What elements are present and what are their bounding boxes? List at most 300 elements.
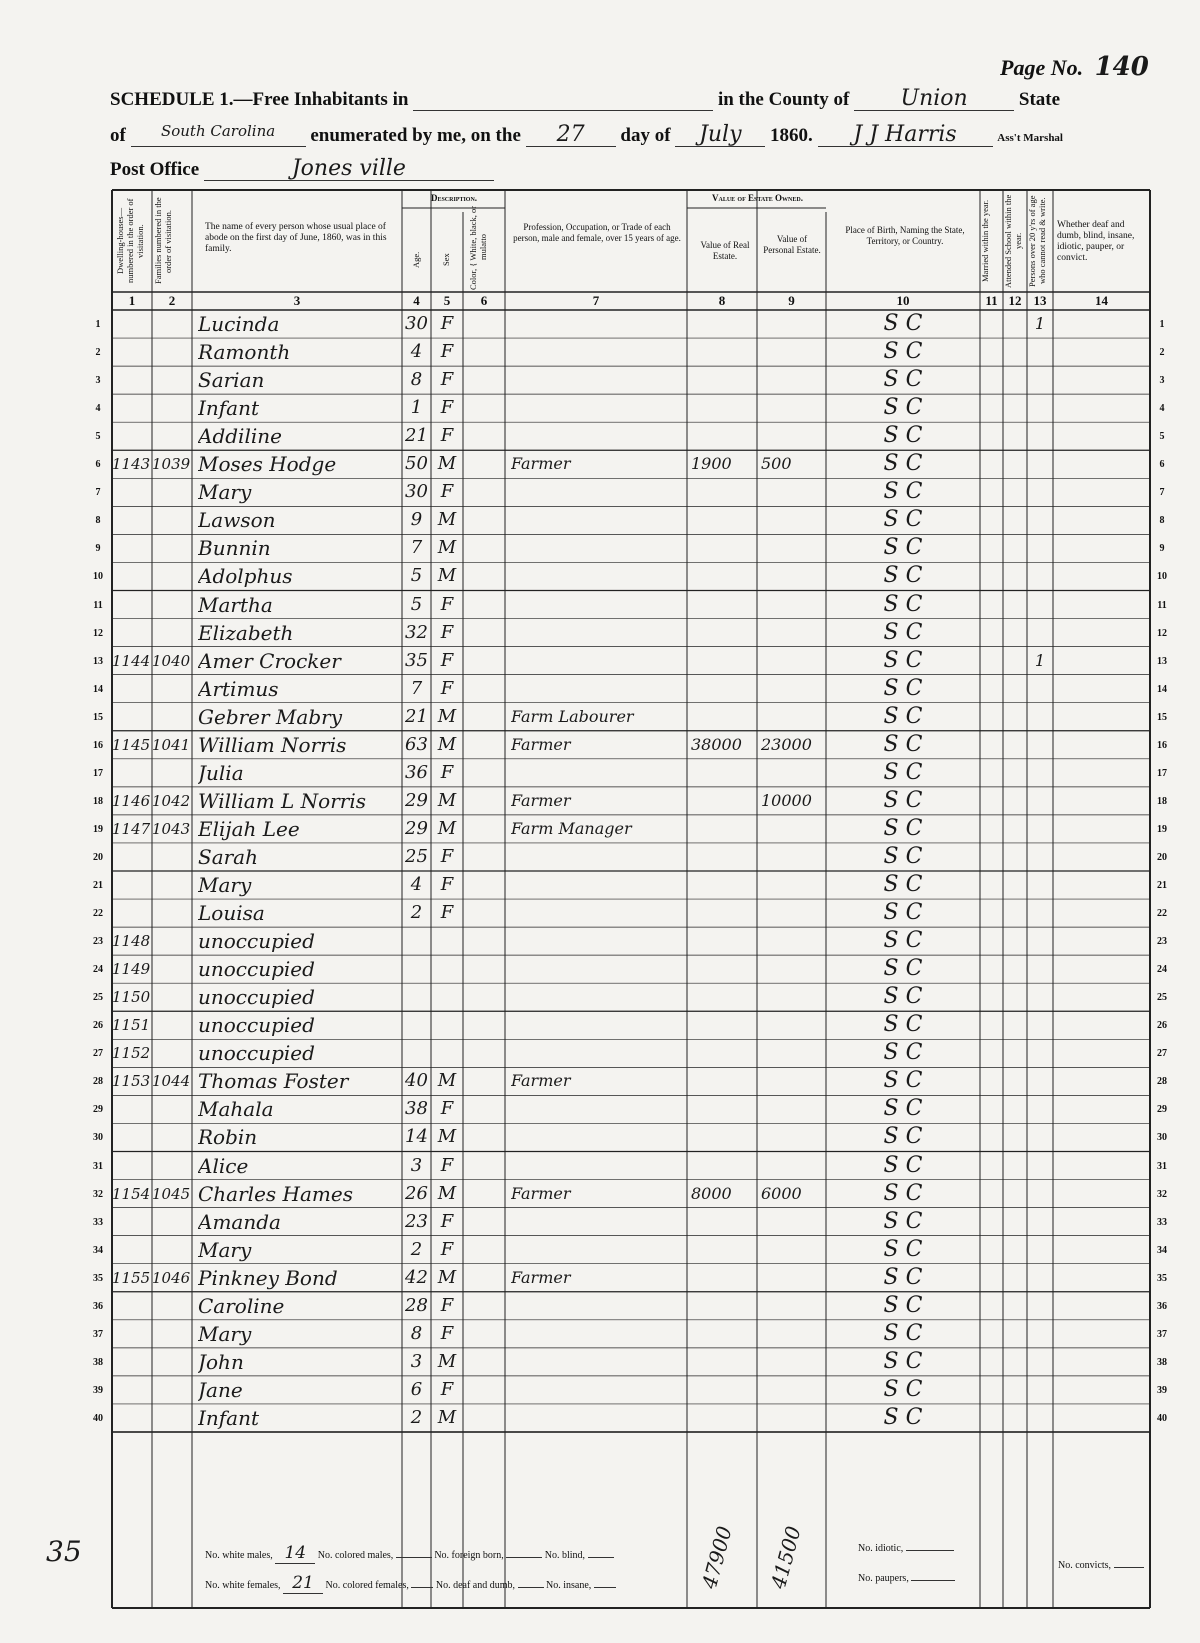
row-number-right: 36 (1157, 1300, 1167, 1312)
real-estate-value: 38000 (691, 734, 742, 754)
person-name: Charles Hames (198, 1181, 353, 1206)
sex: M (437, 1266, 457, 1288)
schedule-title: SCHEDULE 1.—Free Inhabitants in (110, 89, 409, 110)
col1-header: Dwelling-houses—numbered in the order of visitation. (115, 198, 145, 284)
summary-convicts (1058, 1560, 1144, 1571)
post-office-value: Jones ville (204, 156, 494, 181)
place-of-birth: S C (883, 956, 923, 982)
place-of-birth: S C (883, 535, 923, 561)
age: 50 (405, 453, 428, 475)
occupation: Farmer (511, 1071, 571, 1091)
dwelling-number: 1143 (112, 455, 151, 474)
age: 5 (410, 593, 423, 615)
summary-left-bottom (205, 1573, 616, 1594)
place-of-birth: S C (883, 591, 923, 617)
state-label: State (1018, 89, 1061, 110)
sex: F (440, 1378, 454, 1400)
sex: F (440, 1210, 454, 1232)
row-number-right: 3 (1159, 375, 1165, 387)
sex: F (440, 677, 454, 699)
person-name: Alice (198, 1153, 249, 1178)
place-of-birth: S C (883, 479, 923, 505)
row-number-left: 31 (93, 1160, 103, 1172)
enumerated-label: enumerated by me, on the (310, 125, 521, 146)
row-number-left: 5 (95, 431, 101, 443)
age: 32 (405, 621, 428, 643)
county-label: in the County of (717, 89, 850, 110)
row-number-right: 22 (1157, 908, 1167, 920)
person-name: Pinkney Bond (198, 1265, 338, 1290)
row-number-right: 26 (1157, 1020, 1167, 1032)
person-name: Mary (198, 480, 252, 505)
place-of-birth: S C (883, 507, 923, 533)
col6-header: Color, { White, black, or mulatto (468, 205, 488, 290)
row-number-left: 25 (93, 992, 103, 1004)
family-number: 1043 (152, 819, 191, 838)
sex: F (440, 397, 454, 419)
white-females-label: No. white females, (205, 1580, 281, 1591)
col9-header: Value of Personal Estate. (763, 234, 821, 255)
margin-note: 35 (46, 1535, 82, 1568)
row-number-left: 9 (95, 543, 101, 555)
row-number-right: 20 (1157, 851, 1167, 863)
row-number-right: 9 (1159, 543, 1165, 555)
real-estate-total: 47900 (697, 1523, 737, 1592)
place-of-birth: S C (883, 731, 923, 757)
sex: M (437, 565, 457, 587)
place-of-birth: S C (883, 647, 923, 673)
place-of-birth: S C (883, 843, 923, 869)
county-value: Union (854, 86, 1014, 111)
row-number-right: 37 (1157, 1328, 1167, 1340)
family-number: 1040 (152, 651, 191, 670)
col13-header: Persons over 20 y'rs of age who cannot read & write. (1027, 195, 1047, 287)
person-name: Caroline (198, 1293, 285, 1318)
dwelling-number: 1149 (112, 960, 151, 979)
person-name: Robin (198, 1125, 258, 1150)
col8-header: Value of Real Estate. (700, 240, 750, 261)
person-name: Amanda (198, 1209, 281, 1234)
post-office-label: Post Office (110, 159, 200, 180)
person-name: Lawson (198, 508, 276, 533)
row-number-right: 8 (1159, 515, 1165, 527)
age: 1 (410, 397, 423, 419)
place-of-birth: S C (883, 451, 923, 477)
sex: F (440, 1154, 454, 1176)
age: 8 (410, 369, 423, 391)
cannot-read-write-mark: 1 (1034, 650, 1046, 670)
family-number: 1042 (152, 791, 191, 810)
of-label: of (110, 125, 126, 146)
sex: F (440, 621, 454, 643)
dwelling-number: 1153 (112, 1072, 151, 1091)
row-number-left: 10 (93, 571, 103, 583)
dwelling-number: 1144 (112, 651, 151, 670)
page-label: Page No. (1000, 55, 1084, 80)
col12-header: Attended School within the year. (1003, 194, 1023, 288)
row-number-left: 33 (93, 1216, 103, 1228)
colored-females-label: No. colored females, (325, 1580, 409, 1591)
row-number-left: 15 (93, 711, 103, 723)
row-number-left: 34 (93, 1244, 103, 1256)
row-number-right: 25 (1157, 992, 1167, 1004)
occupation: Farmer (511, 454, 571, 474)
person-name: Mary (198, 1321, 252, 1346)
row-number-right: 33 (1157, 1216, 1167, 1228)
sex: F (440, 761, 454, 783)
place-of-birth: S C (883, 759, 923, 785)
sex: F (440, 481, 454, 503)
dwelling-number: 1151 (112, 1016, 151, 1035)
sex: F (440, 425, 454, 447)
row-number-left: 27 (93, 1048, 103, 1060)
row-number-left: 35 (93, 1272, 103, 1284)
row-number-left: 4 (95, 403, 101, 415)
state-value: South Carolina (131, 122, 306, 147)
column-number: 6 (480, 293, 488, 308)
age: 30 (405, 313, 428, 334)
column-number: 11 (985, 293, 998, 308)
idiotic-label: No. idiotic, (858, 1543, 904, 1554)
column-number: 1 (128, 293, 136, 308)
age: 21 (405, 705, 428, 727)
white-females-value: 21 (283, 1573, 323, 1594)
row-number-right: 6 (1159, 459, 1165, 471)
column-number: 9 (788, 293, 795, 308)
row-number-right: 10 (1157, 571, 1167, 583)
person-name: Infant (198, 396, 260, 421)
column-number: 10 (896, 293, 910, 308)
age: 21 (405, 425, 428, 447)
age: 2 (410, 902, 423, 924)
column-number: 2 (168, 293, 176, 308)
summary-paupers (858, 1573, 955, 1584)
person-name: Infant (198, 1405, 260, 1430)
age: 14 (405, 1126, 428, 1148)
person-name: William Norris (198, 732, 347, 757)
dwelling-number: 1147 (112, 819, 151, 838)
person-name: Thomas Foster (198, 1069, 349, 1094)
age: 3 (410, 1350, 423, 1372)
row-number-right: 28 (1157, 1076, 1167, 1088)
summary-left-top (205, 1543, 614, 1564)
column-number: 14 (1095, 293, 1108, 308)
person-name: John (198, 1349, 244, 1374)
place-of-birth: S C (883, 1376, 923, 1402)
row-number-left: 38 (93, 1356, 103, 1368)
place-of-birth: S C (883, 872, 923, 897)
occupation: Farmer (511, 1183, 571, 1203)
place-of-birth: S C (883, 928, 923, 954)
column-number: 4 (413, 293, 420, 308)
age: 8 (410, 1322, 423, 1344)
blind-label: No. blind, (544, 1550, 586, 1561)
row-number-left: 14 (93, 683, 103, 695)
row-number-right: 27 (1157, 1048, 1167, 1060)
person-name: Mary (198, 873, 252, 897)
personal-estate-value: 10000 (761, 790, 812, 810)
row-number-right: 21 (1157, 880, 1167, 891)
place-of-birth: S C (883, 1208, 923, 1234)
row-number-right: 15 (1157, 711, 1167, 723)
row-number-right: 19 (1157, 823, 1167, 835)
row-number-left: 17 (93, 767, 103, 779)
row-number-left: 24 (93, 964, 103, 976)
cannot-read-write-mark: 1 (1034, 314, 1046, 333)
row-number-left: 29 (93, 1104, 103, 1116)
person-name: Mahala (198, 1097, 274, 1122)
day-value: 27 (526, 122, 616, 147)
place-of-birth: S C (883, 787, 923, 813)
person-name: Amer Crocker (198, 648, 341, 673)
row-number-right: 5 (1159, 431, 1165, 443)
place-of-birth: S C (883, 1096, 923, 1122)
row-number-right: 23 (1157, 936, 1167, 948)
place-of-birth: S C (883, 1180, 923, 1206)
row-number-right: 17 (1157, 767, 1167, 779)
sex: F (440, 313, 454, 334)
row-number-left: 6 (95, 459, 101, 471)
personal-estate-value: 500 (761, 454, 792, 474)
white-males-value: 14 (275, 1543, 315, 1564)
estate-header: Value of Estate Owned. (712, 193, 803, 203)
dwelling-number: 1148 (112, 932, 151, 951)
row-number-left: 7 (95, 487, 101, 499)
occupation: Farm Manager (511, 818, 632, 838)
sex: M (437, 509, 457, 531)
age: 28 (405, 1294, 428, 1316)
occupation: Farmer (511, 790, 571, 810)
row-number-left: 39 (93, 1384, 103, 1396)
paupers-label: No. paupers, (858, 1573, 909, 1584)
col5-header: Sex (441, 253, 451, 267)
column-number: 12 (1008, 293, 1022, 308)
place-of-birth: S C (883, 563, 923, 589)
sex: M (437, 789, 457, 811)
sex: M (437, 1350, 457, 1372)
occupation: Farmer (511, 734, 571, 754)
row-number-left: 37 (93, 1328, 103, 1340)
dwelling-number: 1152 (112, 1044, 151, 1063)
age: 36 (405, 761, 428, 783)
row-number-right: 14 (1157, 683, 1167, 695)
age: 9 (410, 509, 423, 531)
col14-header: Whether deaf and dumb, blind, insane, idiotic, pauper, or convict. (1057, 220, 1135, 263)
real-estate-value: 1900 (691, 454, 732, 474)
row-number-left: 22 (93, 908, 103, 920)
person-name: unoccupied (198, 957, 315, 982)
row-number-right: 24 (1157, 964, 1167, 976)
person-name: unoccupied (198, 1013, 315, 1038)
age: 63 (405, 733, 428, 755)
age: 42 (405, 1266, 428, 1288)
age: 7 (410, 677, 423, 699)
person-name: Jane (198, 1377, 243, 1402)
row-number-left: 19 (93, 823, 103, 835)
row-number-right: 34 (1157, 1244, 1167, 1256)
sex: F (440, 1098, 454, 1120)
age: 4 (410, 874, 423, 895)
person-name: Elizabeth (198, 620, 294, 645)
row-number-left: 28 (93, 1076, 103, 1088)
row-number-right: 31 (1157, 1160, 1167, 1172)
sex: M (437, 537, 457, 559)
row-number-right: 7 (1159, 487, 1165, 499)
row-number-left: 16 (93, 739, 103, 751)
person-name: Adolphus (198, 564, 293, 589)
person-name: unoccupied (198, 1041, 315, 1066)
col7-header: Profession, Occupation, or Trade of each person, male and female, over 15 years of age. (513, 222, 681, 243)
row-number-right: 11 (1157, 599, 1167, 611)
description-header: Description. (430, 193, 478, 203)
sex: M (437, 1182, 457, 1204)
row-number-left: 23 (93, 936, 103, 948)
place-of-birth: S C (883, 1012, 923, 1038)
sex: M (437, 1070, 457, 1092)
sex: M (437, 453, 457, 475)
colored-males-label: No. colored males, (317, 1550, 394, 1561)
age: 40 (405, 1070, 428, 1092)
row-number-right: 30 (1157, 1132, 1167, 1144)
foreign-born-label: No. foreign born, (434, 1550, 504, 1561)
family-number: 1041 (152, 735, 191, 754)
place-of-birth: S C (883, 815, 923, 841)
row-number-left: 13 (93, 655, 103, 667)
row-number-left: 36 (93, 1300, 103, 1312)
row-number-left: 20 (93, 851, 103, 863)
age: 35 (405, 649, 428, 671)
place-of-birth: S C (883, 984, 923, 1010)
person-name: Sarian (198, 368, 265, 393)
place-of-birth: S C (883, 311, 923, 336)
row-number-right: 1 (1159, 319, 1165, 330)
occupation: Farm Labourer (511, 706, 634, 726)
personal-estate-value: 23000 (761, 734, 812, 754)
row-number-right: 2 (1159, 347, 1165, 359)
age: 25 (405, 845, 428, 867)
dwelling-number: 1150 (112, 988, 151, 1007)
family-number: 1046 (152, 1268, 191, 1287)
col4-header: Age. (411, 251, 421, 269)
row-number-left: 32 (93, 1188, 103, 1200)
row-number-left: 21 (93, 880, 103, 891)
sex: F (440, 649, 454, 671)
dwelling-number: 1145 (112, 735, 151, 754)
row-number-left: 30 (93, 1132, 103, 1144)
place-of-birth: S C (883, 395, 923, 421)
place-of-birth: S C (883, 367, 923, 393)
sex: F (440, 902, 454, 924)
row-number-right: 38 (1157, 1356, 1167, 1368)
person-name: Addiline (198, 424, 282, 449)
white-males-label: No. white males, (205, 1550, 273, 1561)
place-of-birth: S C (883, 1152, 923, 1178)
sex: F (440, 845, 454, 867)
sex: M (437, 817, 457, 839)
person-name: Mary (198, 1237, 252, 1262)
row-number-right: 39 (1157, 1384, 1167, 1396)
column-number: 13 (1033, 293, 1047, 308)
row-number-left: 40 (93, 1412, 103, 1424)
row-number-left: 18 (93, 795, 103, 807)
age: 30 (405, 481, 428, 503)
sex: F (440, 593, 454, 615)
sex: F (440, 369, 454, 391)
person-name: Artimus (198, 676, 279, 701)
row-number-left: 2 (95, 347, 101, 359)
age: 4 (410, 341, 423, 363)
row-number-left: 1 (95, 319, 101, 330)
row-number-left: 26 (93, 1020, 103, 1032)
convicts-label: No. convicts, (1058, 1560, 1112, 1571)
person-name: William L Norris (198, 788, 366, 813)
marshal-value: J J Harris (818, 122, 993, 147)
place-of-birth: S C (883, 1040, 923, 1066)
person-name: Martha (198, 592, 273, 617)
row-number-right: 18 (1157, 795, 1167, 807)
dwelling-number: 1155 (112, 1268, 151, 1287)
place-of-birth: S C (883, 1348, 923, 1374)
person-name: Elijah Lee (198, 816, 300, 841)
place-of-birth: S C (883, 1124, 923, 1150)
col11-header: Married within the year. (980, 199, 990, 283)
person-name: Gebrer Mabry (198, 704, 342, 729)
age: 6 (410, 1378, 423, 1400)
row-number-left: 3 (95, 375, 101, 387)
year-value: 1860. (770, 125, 813, 146)
col3-header: The name of every person whose usual place of abode on the first day of June, 1860, was in this family. (205, 222, 387, 254)
deaf-dumb-label: No. deaf and dumb, (435, 1580, 516, 1591)
place-of-birth: S C (883, 339, 923, 365)
dwelling-number: 1146 (112, 791, 151, 810)
place-of-birth: S C (883, 703, 923, 729)
family-number: 1039 (152, 455, 191, 474)
row-number-right: 29 (1157, 1104, 1167, 1116)
sex: F (440, 341, 454, 363)
row-number-left: 8 (95, 515, 101, 527)
place-of-birth: S C (883, 1068, 923, 1094)
age: 7 (410, 537, 423, 559)
column-number: 3 (293, 293, 301, 308)
person-name: Sarah (198, 844, 258, 869)
sex: F (440, 874, 454, 895)
personal-estate-value: 6000 (761, 1183, 802, 1203)
col10-header: Place of Birth, Naming the State, Territory, or Country. (845, 225, 965, 246)
asst-marshal-label: Ass't Marshal (997, 132, 1063, 144)
row-number-right: 16 (1157, 739, 1167, 751)
age: 29 (405, 789, 428, 811)
person-name: unoccupied (198, 985, 315, 1010)
sex: M (437, 1406, 457, 1428)
person-name: Bunnin (198, 536, 271, 561)
place-of-birth: S C (883, 423, 923, 449)
sex: F (440, 1238, 454, 1260)
person-name: unoccupied (198, 929, 315, 954)
row-number-right: 12 (1157, 627, 1167, 639)
personal-estate-total: 41500 (766, 1523, 806, 1592)
person-name: Lucinda (198, 312, 280, 336)
sex: M (437, 705, 457, 727)
insane-label: No. insane, (546, 1580, 592, 1591)
age: 3 (410, 1154, 423, 1176)
row-number-right: 13 (1157, 655, 1167, 667)
family-number: 1045 (152, 1184, 191, 1203)
sex: M (437, 733, 457, 755)
age: 29 (405, 817, 428, 839)
sex: F (440, 1322, 454, 1344)
person-name: Ramonth (198, 340, 291, 365)
real-estate-value: 8000 (691, 1183, 732, 1203)
